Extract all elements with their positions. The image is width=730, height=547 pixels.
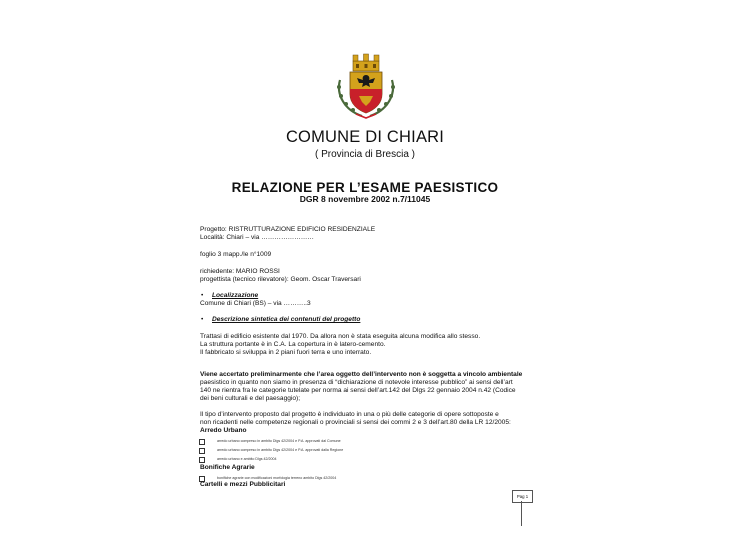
assessment-line: dei beni culturali e del paesaggio); <box>200 395 301 402</box>
description-line: La struttura portante è in C.A. La copertura in è latero-cemento. <box>200 341 386 348</box>
intervention-type-line: Il tipo d’intervento proposto dal progetto è individuato in una o più delle categorie di opere sottoposte e <box>200 411 499 418</box>
applicant: richiedente: MARIO ROSSI <box>200 268 280 275</box>
category-heading-bonifiche: Bonifiche Agrarie <box>200 464 255 471</box>
checkbox[interactable] <box>199 439 205 445</box>
checkbox[interactable] <box>199 457 205 463</box>
description-line: Trattasi di edificio esistente dal 1970. Da allora non è stata eseguita alcuna modifica allo stesso. <box>200 333 481 340</box>
page-marker-line <box>521 501 522 526</box>
category-heading-arredo: Arredo Urbano <box>200 427 247 434</box>
municipality-name: COMUNE DI CHIARI <box>285 128 445 146</box>
cadastral-reference: foglio 3 mapp./le n°1009 <box>200 251 272 258</box>
bullet-icon: • <box>201 292 204 299</box>
category-option: bonifiche agrarie con modificazioni morfologia terreno ambito Dlgs 42/2004 <box>217 476 337 480</box>
document-subtitle: DGR 8 novembre 2002 n.7/11045 <box>299 194 431 204</box>
assessment-line: paesistico in quanto non siamo in presenza di “dichiarazione di notevole interesse pubblico” ai sensi dell’art <box>200 379 513 386</box>
coat-of-arms-icon <box>326 52 406 120</box>
location-text: Comune di Chiari (BS) – via ………..3 <box>200 300 311 307</box>
section-heading-localizzazione: Localizzazione <box>212 292 259 299</box>
project-location: Località: Chiari – via …………………… <box>200 234 314 241</box>
project-title: Progetto: RISTRUTTURAZIONE EDIFICIO RESIDENZIALE <box>200 226 376 233</box>
checkbox[interactable] <box>199 448 205 454</box>
assessment-line: Viene accertato preliminarmente che l’area oggetto dell’intervento non è soggetta a vincolo ambientale <box>200 371 523 378</box>
category-option: arredo urbano e ambito Dlgs 42/2004 <box>217 457 277 461</box>
category-heading-cartelli: Cartelli e mezzi Pubblicitari <box>200 481 286 488</box>
section-heading-descrizione: Descrizione sintetica dei contenuti del progetto <box>212 316 361 323</box>
assessment-line: 140 ne rientra fra le categorie tutelate per norma ai sensi dell’art.142 del Dlgs 22 gennaio 2004 n.42 (Codice <box>200 387 516 394</box>
province-name: ( Provincia di Brescia ) <box>314 149 416 160</box>
intervention-type-line: non ricadenti nelle competenze regionali o provinciali si sensi dei commi 2 e 3 dell’art.80 della LR 12/2005: <box>200 419 511 426</box>
page-number-box: Pag 1 <box>512 490 533 503</box>
bullet-icon: • <box>201 316 204 323</box>
description-line: Il fabbricato si sviluppa in 2 piani fuori terra e uno interrato. <box>200 349 372 356</box>
category-option: arredo urbano compreso in ambito Dlgs 42/2004 e P.A. approvati dal Comune <box>217 439 341 443</box>
category-option: arredo urbano compreso in ambito Dlgs 42/2004 e P.A. approvati dalla Regione <box>217 448 344 452</box>
designer: progettista (tecnico rilevatore): Geom. Oscar Traversari <box>200 276 361 283</box>
document-title: RELAZIONE PER L’ESAME PAESISTICO <box>231 180 499 195</box>
